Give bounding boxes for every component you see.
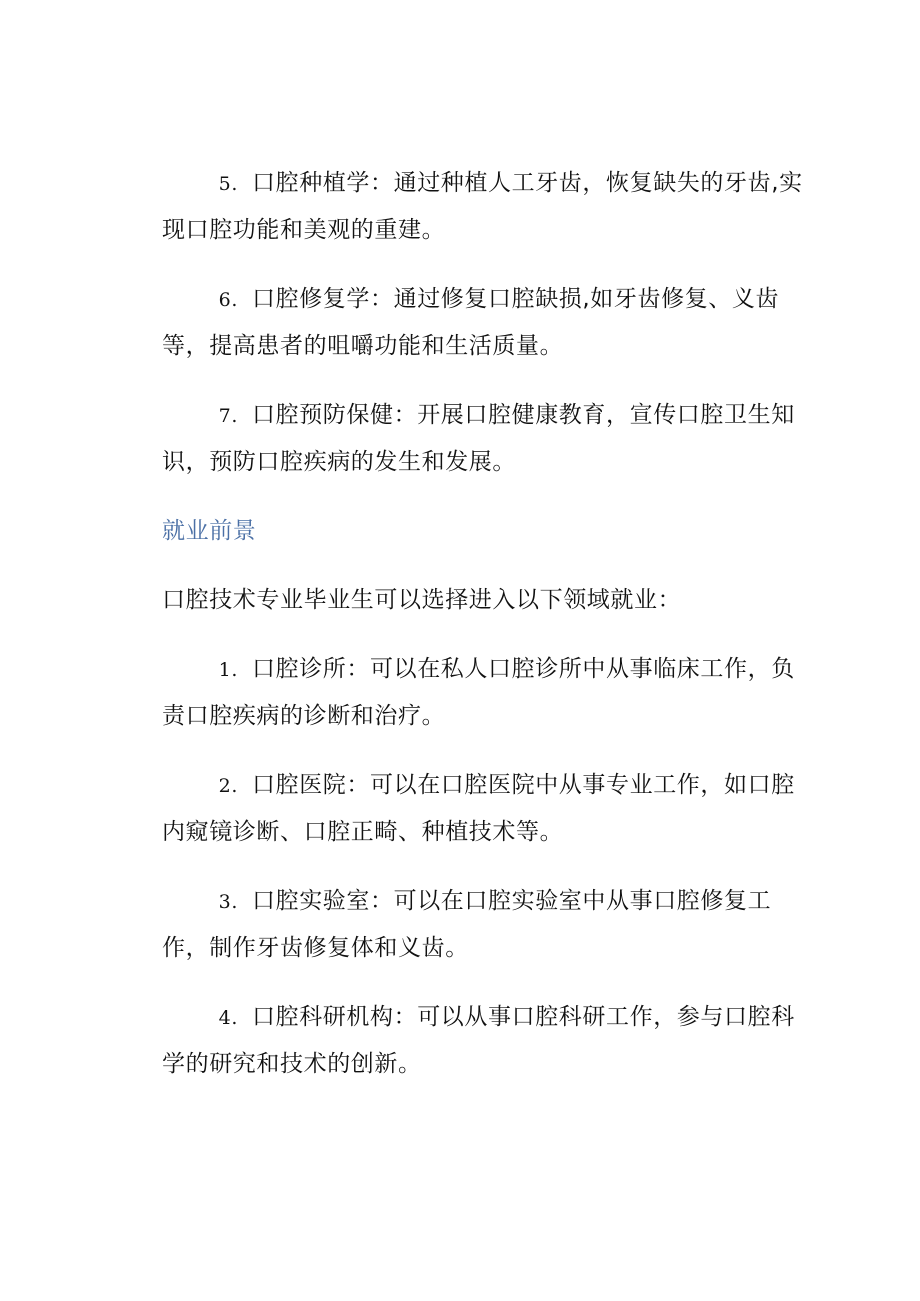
list-item-3 xyxy=(162,878,807,971)
list-number: 6. xyxy=(218,289,238,311)
list-item-6 xyxy=(162,276,807,369)
list-item-text: 口腔诊所：可以在私人口腔诊所中从事临床工作，负责口腔疾病的诊断和治疗。 xyxy=(162,656,795,729)
section-heading-employment: 就业前景 xyxy=(162,518,257,544)
list-item-text: 口腔预防保健：开展口腔健康教育，宣传口腔卫生知识，预防口腔疾病的发生和发展。 xyxy=(162,402,795,475)
intro-paragraph: 口腔技术专业毕业生可以选择进入以下领域就业： xyxy=(162,587,682,613)
list-item-text: 口腔种植学：通过种植人工牙齿，恢复缺失的牙齿,实现口腔功能和美观的重建。 xyxy=(162,170,803,243)
list-item-7 xyxy=(162,392,807,485)
list-item-text: 口腔实验室：可以在口腔实验室中从事口腔修复工作，制作牙齿修复体和义齿。 xyxy=(162,888,772,961)
list-item-4 xyxy=(162,994,807,1087)
list-item-text: 口腔科研机构：可以从事口腔科研工作，参与口腔科学的研究和技术的创新。 xyxy=(162,1004,795,1077)
list-number: 3. xyxy=(218,891,238,913)
list-number: 5. xyxy=(218,173,238,195)
list-item-1 xyxy=(162,646,807,739)
list-number: 7. xyxy=(218,405,238,427)
list-item-2 xyxy=(162,762,807,855)
document-page xyxy=(162,160,807,1110)
list-number: 4. xyxy=(218,1007,238,1029)
list-number: 1. xyxy=(218,659,238,681)
list-number: 2. xyxy=(218,775,238,797)
list-item-text: 口腔修复学：通过修复口腔缺损,如牙齿修复、义齿等，提高患者的咀嚼功能和生活质量。 xyxy=(162,286,780,359)
list-item-text: 口腔医院：可以在口腔医院中从事专业工作，如口腔内窥镜诊断、口腔正畸、种植技术等。 xyxy=(162,772,795,845)
list-item-5 xyxy=(162,160,807,253)
